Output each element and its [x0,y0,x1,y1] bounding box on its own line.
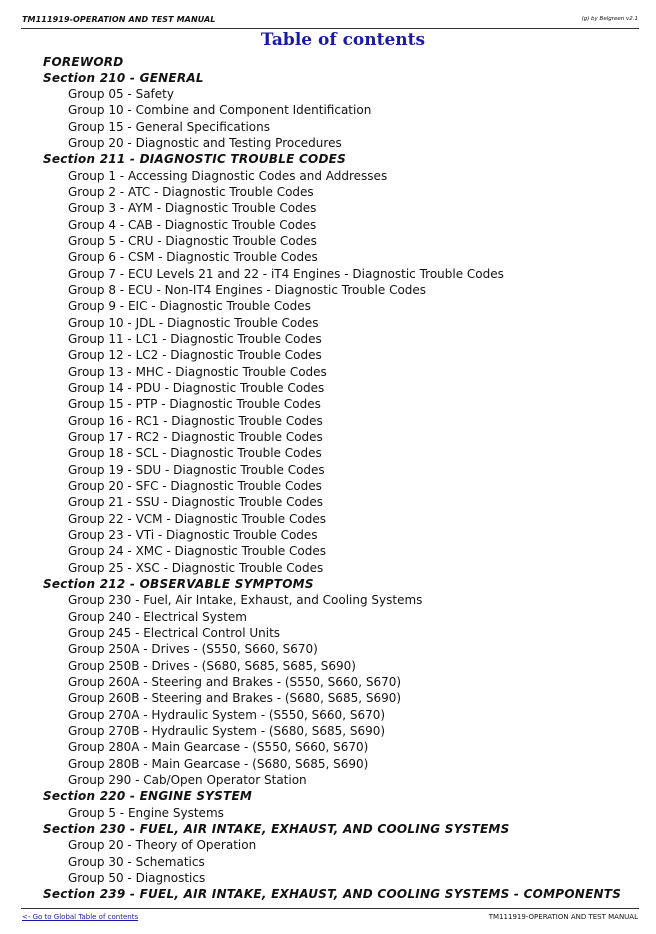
manual-title: TM111919-OPERATION AND TEST MANUAL [22,15,216,24]
footer-manual-title: TM111919-OPERATION AND TEST MANUAL [488,913,638,921]
toc-section-link[interactable]: Section 212 - OBSERVABLE SYMPTOMS [43,577,314,591]
toc-group-link[interactable]: Group 5 - CRU - Diagnostic Trouble Codes [68,234,317,249]
toc-group-link[interactable]: Group 25 - XSC - Diagnostic Trouble Codes [68,560,324,575]
page-header [21,15,639,29]
toc-group-link[interactable]: Group 20 - SFC - Diagnostic Trouble Codes [68,479,322,494]
toc-group-link[interactable]: Group 05 - Safety [68,87,174,102]
credit-text: (g) by Belgreen v2.1 [581,16,638,22]
toc-group-link[interactable]: Group 15 - PTP - Diagnostic Trouble Codes [68,397,321,412]
toc-group-link[interactable]: Group 18 - SCL - Diagnostic Trouble Codes [68,446,322,461]
toc-group-link[interactable]: Group 260B - Steering and Brakes - (S680, S685, S690) [68,691,402,706]
toc-group-link[interactable]: Group 17 - RC2 - Diagnostic Trouble Codes [68,430,323,445]
toc-group-link[interactable]: Group 15 - General Specifications [68,119,270,134]
toc-section-link[interactable]: Section 211 - DIAGNOSTIC TROUBLE CODES [43,152,347,167]
toc-section-link[interactable]: Section 210 - GENERAL [43,70,204,85]
toc-group-link[interactable]: Group 9 - EIC - Diagnostic Trouble Codes [68,299,311,314]
toc-group-link[interactable]: Group 7 - ECU Levels 21 and 22 - iT4 Engines - Diagnostic Trouble Codes [68,266,504,281]
toc-group-link[interactable]: Group 13 - MHC - Diagnostic Trouble Codes [68,364,327,379]
toc-group-link[interactable]: Group 250B - Drives - (S680, S685, S685, S690) [68,658,356,673]
toc-group-link[interactable]: Group 280A - Main Gearcase - (S550, S660, S670) [68,740,369,755]
global-toc-link[interactable]: <- Go to Global Table of contents [22,913,139,921]
toc-group-link[interactable]: Group 2 - ATC - Diagnostic Trouble Codes [68,185,314,200]
toc-heading: Table of contents [260,30,426,50]
toc-group-link[interactable]: Group 230 - Fuel, Air Intake, Exhaust, and Cooling Systems [68,593,423,608]
toc-group-link[interactable]: Group 20 - Diagnostic and Testing Procedures [68,136,342,151]
toc-group-link[interactable]: Group 245 - Electrical Control Units [68,625,281,640]
toc-group-link[interactable]: Group 6 - CSM - Diagnostic Trouble Codes [68,250,318,265]
toc-group-link[interactable]: Group 290 - Cab/Open Operator Station [68,772,307,787]
toc-group-link[interactable]: Group 30 - Schematics [68,854,205,869]
page-footer [21,908,639,925]
toc-group-link[interactable]: Group 270A - Hydraulic System - (S550, S660, S670) [68,707,386,722]
toc-group-link[interactable]: Group 19 - SDU - Diagnostic Trouble Codes [68,462,325,477]
toc-group-link[interactable]: Group 270B - Hydraulic System - (S680, S685, S690) [68,723,386,738]
toc-section-link[interactable]: Section 230 - FUEL, AIR INTAKE, EXHAUST, AND COOLING SYSTEMS [43,821,510,836]
toc-group-link[interactable]: Group 50 - Diagnostics [68,870,206,885]
toc-group-link[interactable]: Group 12 - LC2 - Diagnostic Trouble Codes [68,348,322,363]
toc-group-link[interactable]: Group 16 - RC1 - Diagnostic Trouble Codes [68,413,323,428]
toc-group-link[interactable]: Group 11 - LC1 - Diagnostic Trouble Codes [68,332,322,347]
toc-group-link[interactable]: Group 24 - XMC - Diagnostic Trouble Codes [68,544,326,559]
toc-group-link[interactable]: Group 10 - JDL - Diagnostic Trouble Codes [68,315,319,330]
toc-group-link[interactable]: Group 4 - CAB - Diagnostic Trouble Codes [68,217,317,232]
toc-group-link[interactable]: Group 5 - Engine Systems [68,805,224,820]
toc-group-link[interactable]: Group 23 - VTi - Diagnostic Trouble Codes [68,528,318,543]
toc-group-link[interactable]: Group 260A - Steering and Brakes - (S550, S660, S670) [68,674,402,689]
toc-group-link[interactable]: Group 280B - Main Gearcase - (S680, S685, S690) [68,756,369,771]
toc-group-link[interactable]: Group 10 - Combine and Component Identification [68,103,372,118]
toc-group-link[interactable]: Group 21 - SSU - Diagnostic Trouble Codes [68,495,324,510]
toc-group-link[interactable]: Group 240 - Electrical System [68,609,247,624]
toc-list [0,54,621,903]
toc-group-link[interactable]: Group 3 - AYM - Diagnostic Trouble Codes [68,201,317,216]
toc-group-link[interactable]: Group 20 - Theory of Operation [68,838,257,853]
toc-section-link[interactable]: Section 239 - FUEL, AIR INTAKE, EXHAUST, AND COOLING SYSTEMS - COMPONENTS [43,887,622,902]
toc-section-link[interactable]: FOREWORD [43,54,124,69]
toc-group-link[interactable]: Group 22 - VCM - Diagnostic Trouble Codes [68,511,326,526]
toc-group-link[interactable]: Group 1 - Accessing Diagnostic Codes and Addresses [68,168,388,183]
toc-group-link[interactable]: Group 250A - Drives - (S550, S660, S670) [68,642,318,657]
toc-section-link[interactable]: Section 220 - ENGINE SYSTEM [43,789,253,804]
toc-group-link[interactable]: Group 8 - ECU - Non-IT4 Engines - Diagnostic Trouble Codes [68,283,427,298]
toc-group-link[interactable]: Group 14 - PDU - Diagnostic Trouble Codes [68,381,325,396]
